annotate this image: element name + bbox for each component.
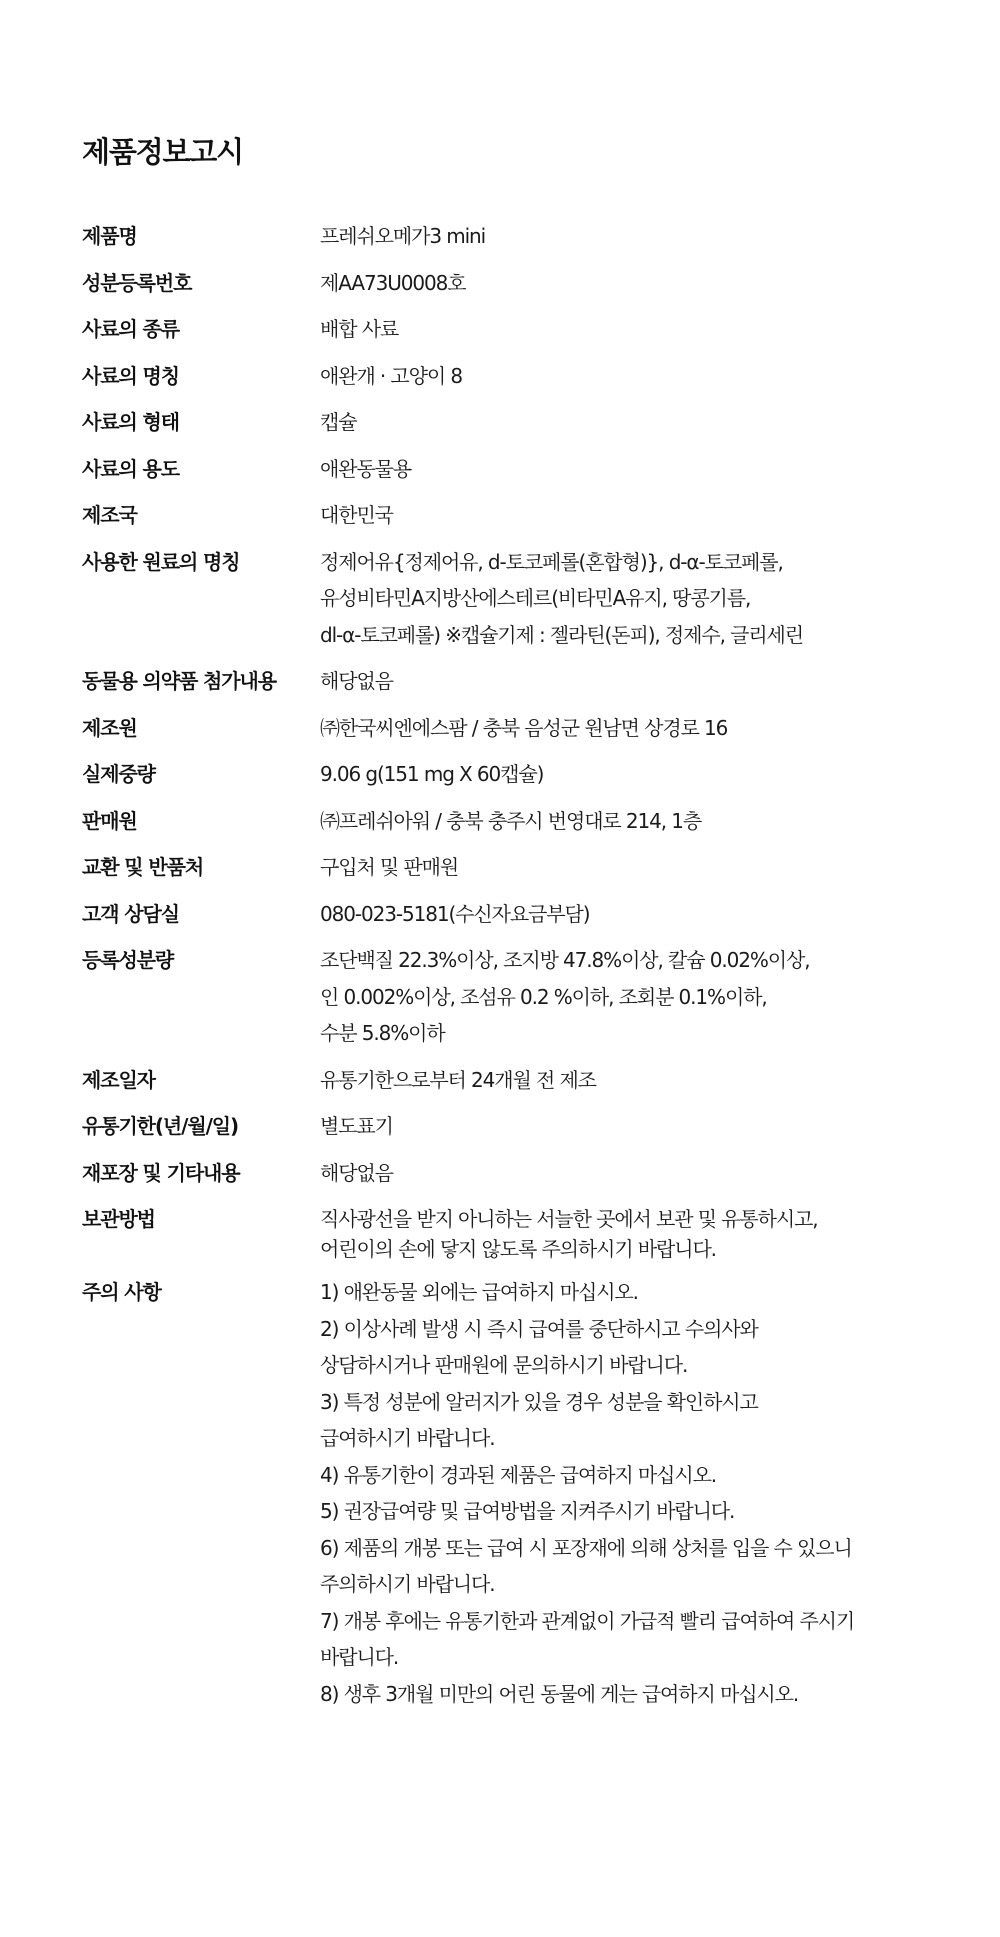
info-value-line: 제AA73U0008호 bbox=[320, 270, 466, 295]
info-row bbox=[82, 544, 962, 654]
info-label: 사료의 용도 bbox=[82, 456, 179, 481]
info-value-line: 2) 이상사례 발생 시 즉시 급여를 중단하시고 수의사와 bbox=[320, 1316, 758, 1341]
info-label: 재포장 및 기타내용 bbox=[82, 1160, 240, 1185]
page-title: 제품정보고시 bbox=[82, 135, 243, 169]
info-row bbox=[82, 1274, 962, 1712]
info-value-line: dl-α-토코페롤) ※캡슐기제 : 젤라틴(돈피), 정제수, 글리세린 bbox=[320, 622, 803, 647]
info-row bbox=[82, 942, 962, 1052]
info-value bbox=[320, 710, 962, 747]
info-value bbox=[320, 497, 962, 534]
info-label: 제조일자 bbox=[82, 1067, 155, 1092]
info-value bbox=[320, 1201, 962, 1264]
info-row bbox=[82, 451, 962, 488]
info-value-line: 유통기한으로부터 24개월 전 제조 bbox=[320, 1067, 596, 1092]
info-value-line: 5) 권장급여량 및 급여방법을 지켜주시기 바랍니다. bbox=[320, 1499, 735, 1523]
info-value bbox=[320, 544, 962, 654]
info-value-line: 해당없음 bbox=[320, 669, 393, 693]
info-label: 판매원 bbox=[82, 808, 137, 833]
info-label: 주의 사항 bbox=[82, 1280, 161, 1304]
info-label: 제조원 bbox=[82, 715, 137, 740]
info-row bbox=[82, 756, 962, 793]
info-value bbox=[320, 849, 962, 886]
info-value-line: 대한민국 bbox=[320, 503, 393, 527]
info-value bbox=[320, 803, 962, 840]
info-value bbox=[320, 1108, 962, 1145]
info-value-line: 9.06 g(151 mg X 60캡슐) bbox=[320, 762, 544, 786]
info-value-line: 캡슐 bbox=[320, 410, 357, 434]
info-value-line: 6) 제품의 개봉 또는 급여 시 포장재에 의해 상처를 입을 수 있으니 bbox=[320, 1535, 852, 1560]
info-row bbox=[82, 1108, 962, 1145]
info-value-line: 바랍니다. bbox=[320, 1645, 399, 1669]
info-label: 등록성분량 bbox=[82, 948, 174, 972]
info-value-line: 구입처 및 판매원 bbox=[320, 855, 459, 879]
info-table bbox=[82, 218, 962, 1722]
info-value-line: 1) 애완동물 외에는 급여하지 마십시오. bbox=[320, 1280, 638, 1304]
info-value bbox=[320, 663, 962, 700]
info-label: 사료의 종류 bbox=[82, 317, 179, 341]
info-value-line: 3) 특정 성분에 알러지가 있을 경우 성분을 확인하시고 bbox=[320, 1389, 758, 1414]
info-label: 사료의 명칭 bbox=[82, 363, 179, 388]
info-value-line: 조단백질 22.3%이상, 조지방 47.8%이상, 칼슘 0.02%이상, bbox=[320, 948, 810, 972]
info-value-line: 별도표기 bbox=[320, 1114, 393, 1138]
info-row bbox=[82, 803, 962, 840]
info-value-line: 080-023-5181(수신자요금부담) bbox=[320, 901, 590, 926]
info-value-line: 애완개 · 고양이 8 bbox=[320, 363, 462, 388]
info-row bbox=[82, 896, 962, 933]
info-value-line: 유성비타민A지방산에스테르(비타민A유지, 땅콩기름, bbox=[320, 586, 751, 610]
info-value-line: 프레쉬오메가3 mini bbox=[320, 224, 486, 248]
info-value bbox=[320, 451, 962, 488]
info-value-line: 애완동물용 bbox=[320, 456, 412, 481]
info-value-line: 직사광선을 받지 아니하는 서늘한 곳에서 보관 및 유통하시고, bbox=[320, 1207, 818, 1231]
info-value-line: ㈜한국씨엔에스팜 / 충북 음성군 원남면 상경로 16 bbox=[320, 715, 728, 740]
info-value-line: 8) 생후 3개월 미만의 어린 동물에 게는 급여하지 마십시오. bbox=[320, 1681, 799, 1706]
info-label: 보관방법 bbox=[82, 1207, 155, 1231]
info-value-line: 해당없음 bbox=[320, 1160, 393, 1185]
info-row bbox=[82, 404, 962, 441]
info-row bbox=[82, 358, 962, 395]
info-label: 교환 및 반품처 bbox=[82, 855, 204, 879]
info-label: 사료의 형태 bbox=[82, 410, 179, 434]
info-value bbox=[320, 311, 962, 348]
info-value bbox=[320, 358, 962, 395]
info-row bbox=[82, 663, 962, 700]
info-value-line: ㈜프레쉬아워 / 충북 충주시 번영대로 214, 1층 bbox=[320, 808, 702, 833]
info-row bbox=[82, 1155, 962, 1192]
info-value-line: 어린이의 손에 닿지 않도록 주의하시기 바랍니다. bbox=[320, 1237, 716, 1261]
info-row bbox=[82, 849, 962, 886]
info-label: 동물용 의약품 첨가내용 bbox=[82, 669, 276, 693]
info-row bbox=[82, 1062, 962, 1099]
info-row bbox=[82, 497, 962, 534]
info-row bbox=[82, 1201, 962, 1264]
info-value-line: 배합 사료 bbox=[320, 317, 399, 341]
info-row bbox=[82, 218, 962, 255]
info-label: 고객 상담실 bbox=[82, 901, 179, 926]
info-value-line: 상담하시거나 판매원에 문의하시기 바랍니다. bbox=[320, 1353, 688, 1377]
info-value bbox=[320, 1155, 962, 1192]
info-value bbox=[320, 942, 962, 1052]
info-value-line: 정제어유{정제어유, d-토코페롤(혼합형)}, d-α-토코페롤, bbox=[320, 549, 783, 574]
info-label: 제품명 bbox=[82, 224, 137, 248]
info-label: 실제중량 bbox=[82, 762, 155, 786]
info-value-line: 인 0.002%이상, 조섬유 0.2 %이하, 조회분 0.1%이하, bbox=[320, 984, 767, 1009]
info-value bbox=[320, 756, 962, 793]
info-value-line: 주의하시기 바랍니다. bbox=[320, 1572, 495, 1596]
info-value bbox=[320, 896, 962, 933]
info-value bbox=[320, 1062, 962, 1099]
info-value bbox=[320, 265, 962, 302]
info-row bbox=[82, 710, 962, 747]
info-value-line: 수분 5.8%이하 bbox=[320, 1021, 445, 1045]
info-value-line: 급여하시기 바랍니다. bbox=[320, 1426, 495, 1450]
info-label: 제조국 bbox=[82, 503, 137, 527]
info-value bbox=[320, 218, 962, 255]
info-value-line: 7) 개봉 후에는 유통기한과 관계없이 가급적 빨리 급여하여 주시기 bbox=[320, 1608, 855, 1633]
info-label: 성분등록번호 bbox=[82, 270, 192, 295]
info-label: 유통기한(년/월/일) bbox=[82, 1114, 239, 1138]
info-value bbox=[320, 404, 962, 441]
info-value-line: 4) 유통기한이 경과된 제품은 급여하지 마십시오. bbox=[320, 1462, 717, 1487]
info-label: 사용한 원료의 명칭 bbox=[82, 549, 240, 574]
info-row bbox=[82, 311, 962, 348]
info-row bbox=[82, 265, 962, 302]
info-value bbox=[320, 1274, 962, 1712]
